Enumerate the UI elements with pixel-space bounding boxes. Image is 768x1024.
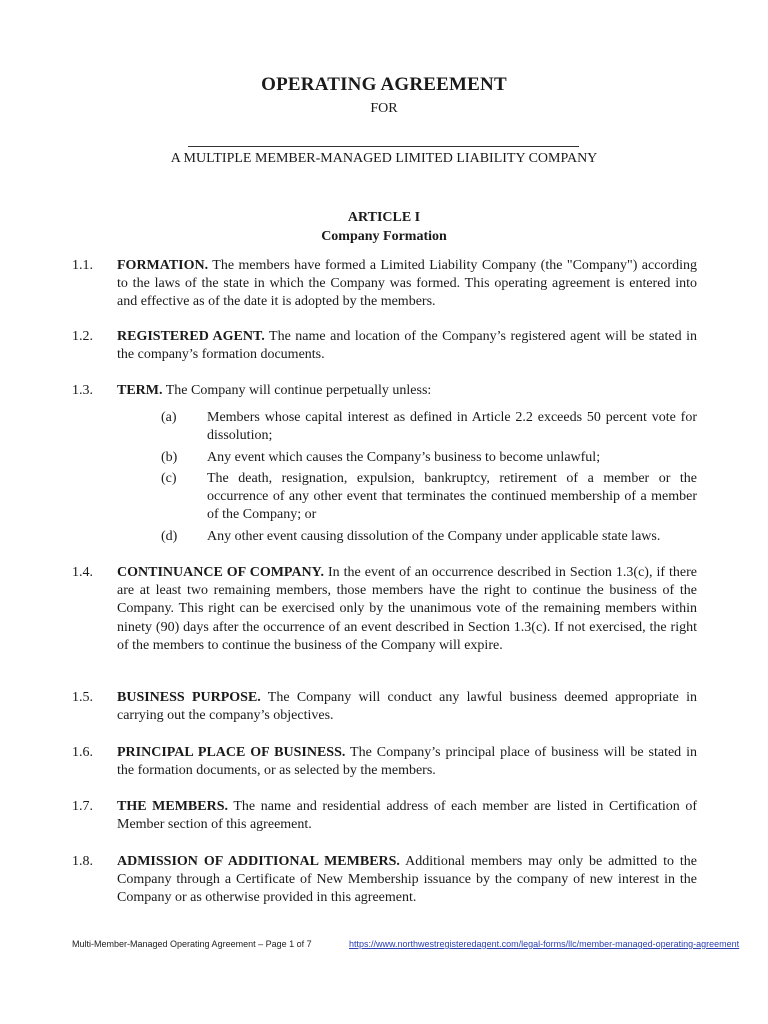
section-number: 1.2.: [72, 329, 93, 344]
section-1-8: [72, 853, 697, 908]
section-text: The Company’s principal place of business will be stated in the formation documents, or as selected by the members.: [117, 745, 698, 779]
section-1-3: [72, 382, 697, 400]
term-item-c: [161, 470, 697, 525]
section-text: The name and location of the Company’s registered agent will be stated in the company’s formation documents.: [117, 329, 698, 363]
term-item-b: [161, 449, 697, 467]
section-number: 1.5.: [72, 690, 93, 705]
article-title: Company Formation: [321, 229, 447, 244]
section-number: 1.3.: [72, 383, 93, 398]
section-text: The Company will continue perpetually unless:: [162, 383, 432, 398]
section-heading: TERM.: [117, 383, 163, 398]
section-heading: THE MEMBERS.: [117, 799, 228, 814]
company-name-blank-line: [188, 146, 579, 147]
term-item-d: [161, 528, 697, 546]
section-text: Additional members may only be admitted to the Company through a Certificate of New Membership issuance by the company of new interest in the Company or as otherwise provided in this agreement.: [117, 854, 697, 906]
section-1-5: [72, 689, 697, 725]
section-number: 1.6.: [72, 745, 93, 760]
section-heading: FORMATION.: [117, 258, 209, 273]
term-item-letter: (c): [161, 471, 177, 486]
footer-source-link[interactable]: https://www.northwestregisteredagent.com/legal-forms/llc/member-managed-operating-agreement: [349, 939, 740, 949]
section-number: 1.7.: [72, 799, 93, 814]
section-1-2: [72, 328, 697, 364]
section-number: 1.1.: [72, 258, 93, 273]
section-1-1: [72, 257, 697, 312]
section-1-7: [72, 798, 697, 834]
article-number: ARTICLE I: [347, 210, 421, 225]
section-number: 1.4.: [72, 565, 93, 580]
term-item-text: The death, resignation, expulsion, bankruptcy, retirement of a member or the occurrence of any other event that terminates the continued membership of a member of the Company; or: [207, 471, 697, 523]
section-number: 1.8.: [72, 854, 93, 869]
term-item-text: Any event which causes the Company’s business to become unlawful;: [207, 450, 601, 465]
section-text: The name and residential address of each member are listed in Certification of Member section of this agreement.: [117, 799, 697, 833]
section-heading: BUSINESS PURPOSE.: [117, 690, 261, 705]
footer-page-info: Multi-Member-Managed Operating Agreement – Page 1 of 7: [72, 939, 312, 949]
section-heading: CONTINUANCE OF COMPANY.: [117, 565, 324, 580]
document-for: FOR: [370, 101, 398, 116]
document-title: OPERATING AGREEMENT: [261, 74, 507, 95]
term-item-text: Any other event causing dissolution of the Company under applicable state laws.: [207, 529, 661, 544]
section-heading: ADMISSION OF ADDITIONAL MEMBERS.: [117, 854, 400, 869]
section-1-4: [72, 564, 697, 655]
term-item-a: [161, 409, 697, 445]
section-text: The Company will conduct any lawful business deemed appropriate in carrying out the company’s objectives.: [117, 690, 697, 724]
term-item-text: Members whose capital interest as defined in Article 2.2 exceeds 50 percent vote for dissolution;: [207, 410, 697, 444]
section-heading: PRINCIPAL PLACE OF BUSINESS.: [117, 745, 346, 760]
term-item-letter: (d): [161, 529, 178, 544]
section-text: In the event of an occurrence described in Section 1.3(c), if there are at least two remaining members, those members have the right to continue the business of the Company. This right can be exercised only by the unanimous vote of the remaining members within ninety (90) days after the occurrence of an event described in Section 1.3(c). If not exercised, the right of the members to continue the business of the Company will expire.: [117, 565, 697, 653]
document-subtitle: A MULTIPLE MEMBER-MANAGED LIMITED LIABILITY COMPANY: [170, 151, 598, 166]
section-heading: REGISTERED AGENT.: [117, 329, 265, 344]
section-text: The members have formed a Limited Liability Company (the "Company") according to the laws of the state in which the Company was formed. This operating agreement is entered into and effective as of the date it is adopted by the members.: [117, 258, 697, 310]
section-1-6: [72, 744, 697, 780]
term-item-letter: (a): [161, 410, 177, 425]
term-item-letter: (b): [161, 450, 178, 465]
